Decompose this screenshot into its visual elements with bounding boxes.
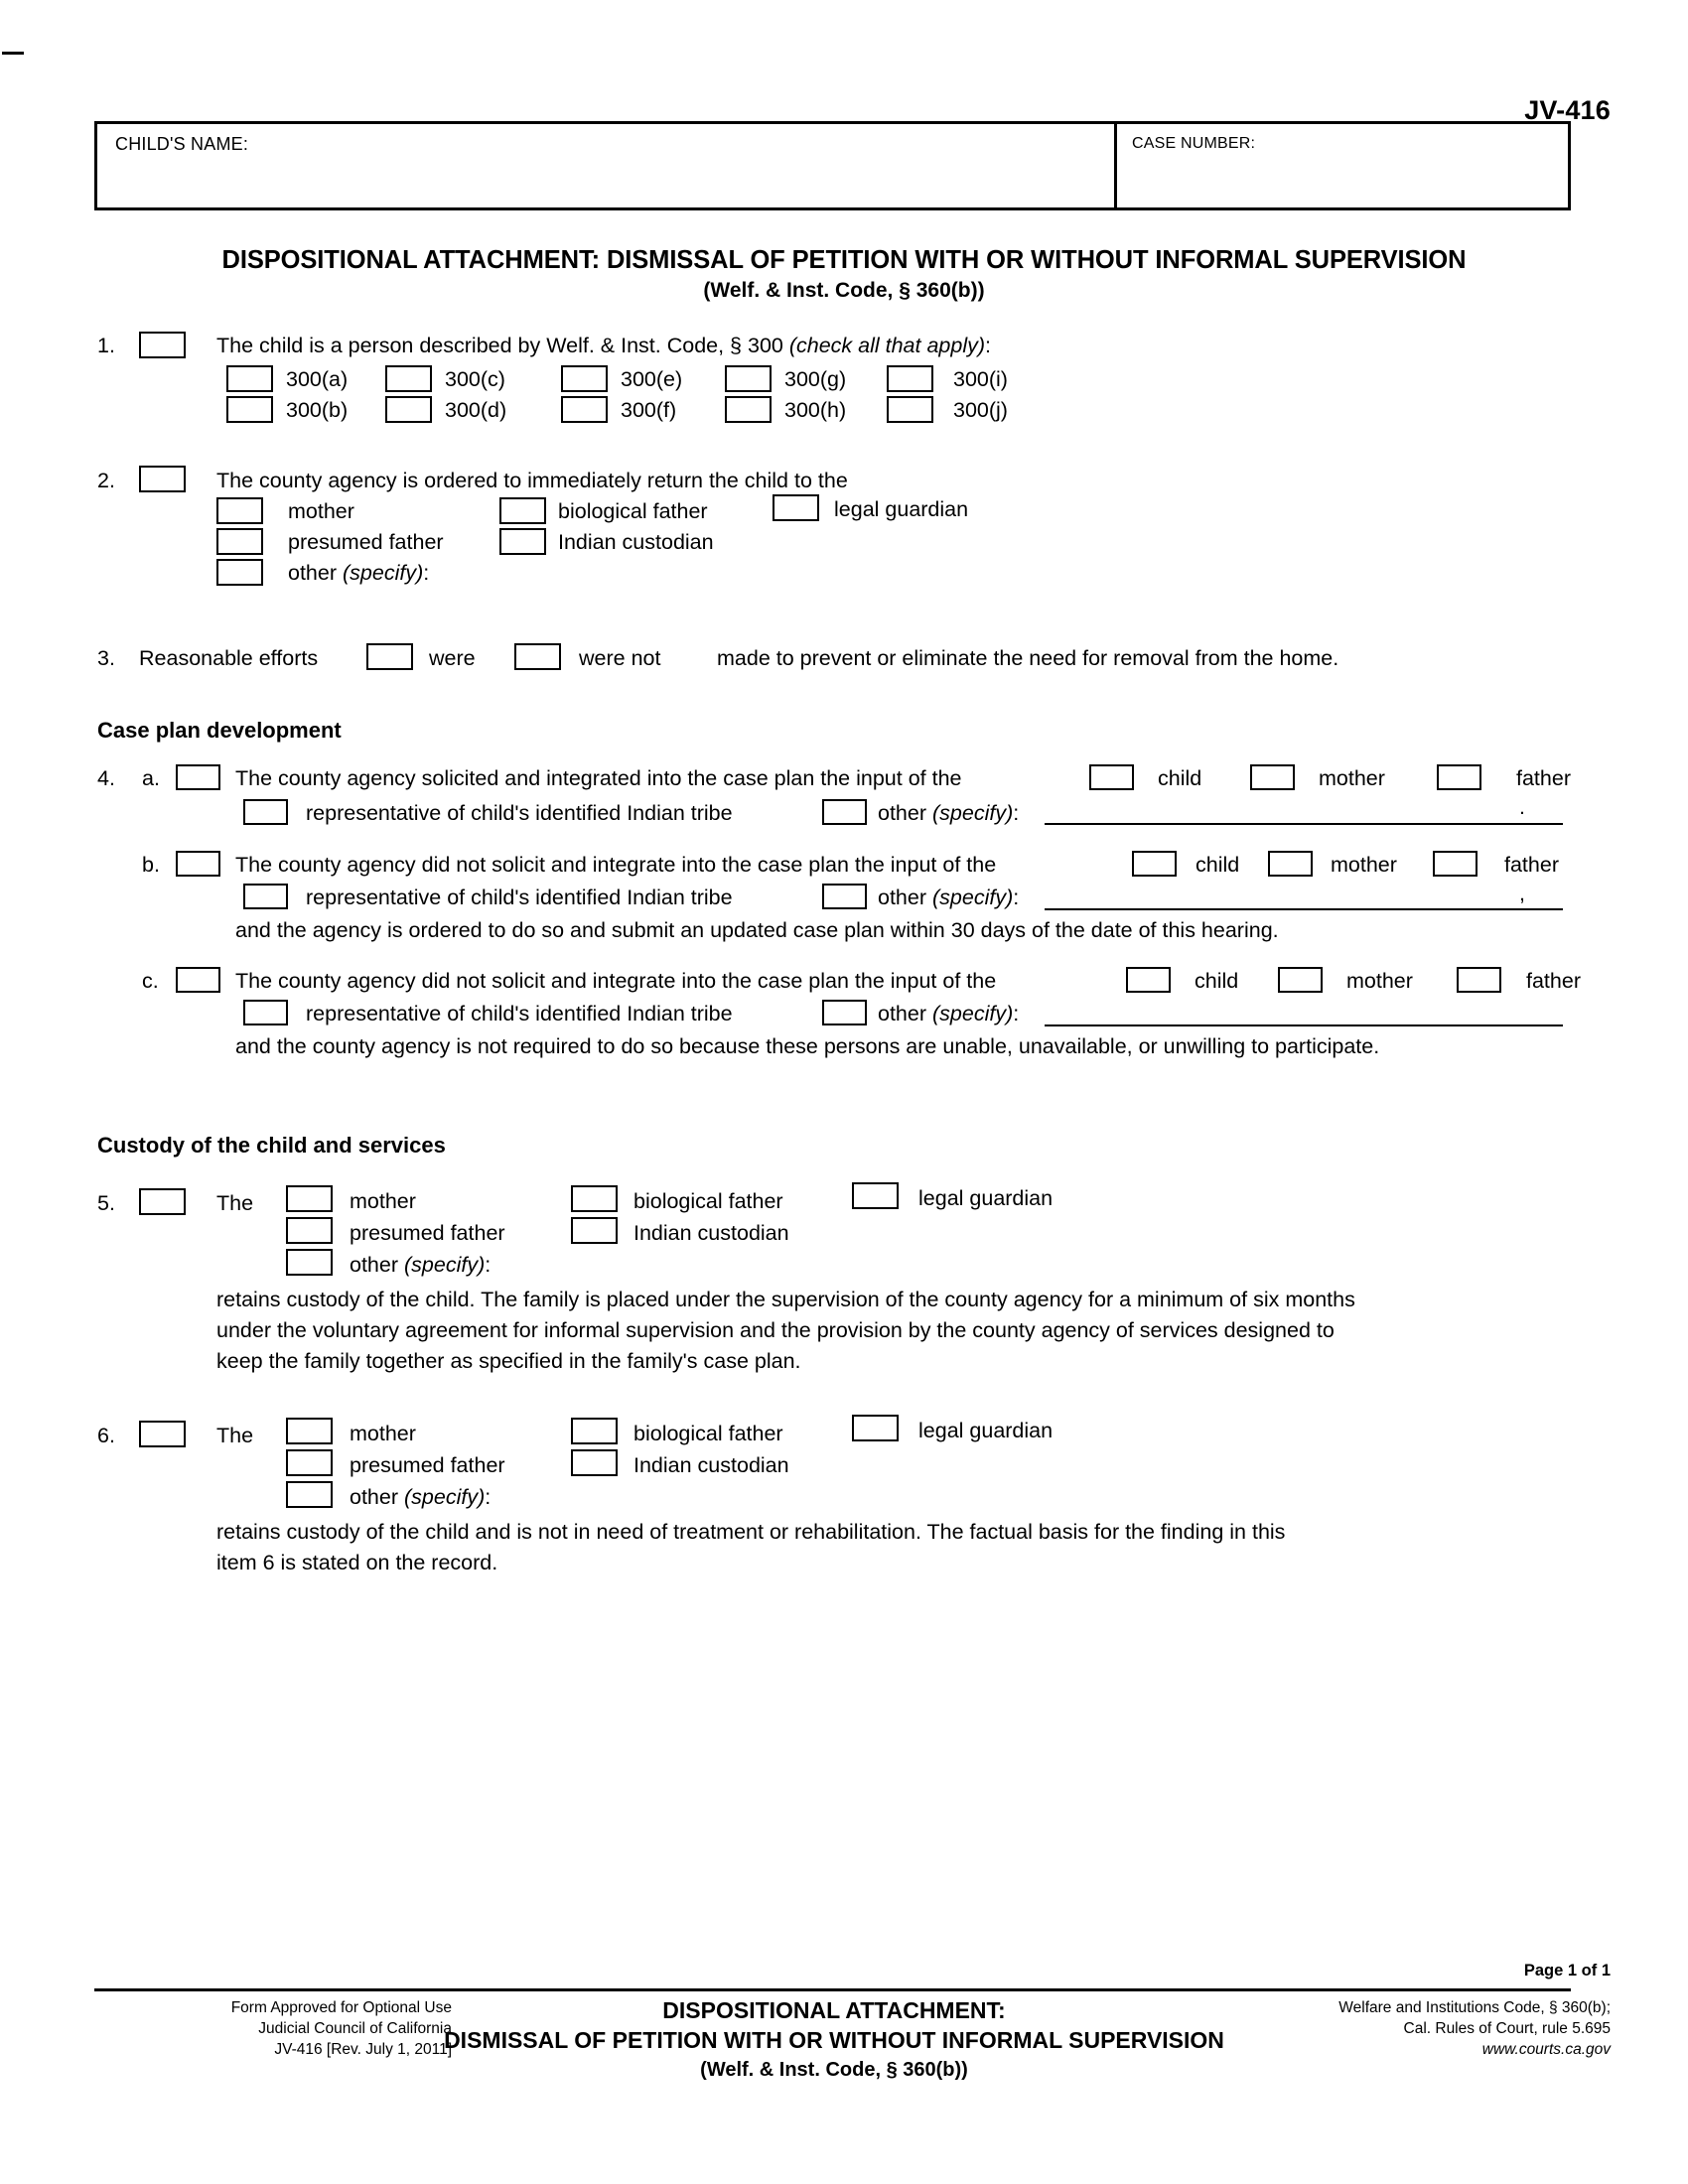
item-5-checkbox-mother[interactable]	[286, 1185, 333, 1212]
checkbox-300d[interactable]	[385, 396, 432, 423]
item-3-label-were: were	[429, 646, 476, 670]
label-300h: 300(h)	[784, 398, 847, 422]
item-4b-specify-line[interactable]	[1045, 908, 1563, 910]
item-5-checkbox[interactable]	[139, 1188, 186, 1215]
item-2-label-legal-guardian: legal guardian	[834, 497, 969, 521]
item-4b-line-end-mark: ,	[1519, 882, 1525, 905]
item-5-checkbox-biological-father[interactable]	[571, 1185, 618, 1212]
item-6-other-tail: :	[485, 1485, 492, 1509]
item-5-label-indian-custodian: Indian custodian	[633, 1221, 789, 1245]
item-2-label-other	[288, 561, 429, 586]
item-6-the: The	[216, 1424, 254, 1447]
item-4b-checkbox[interactable]	[176, 851, 220, 877]
childs-name-label: CHILD'S NAME:	[115, 134, 249, 154]
item-4c-label-other	[878, 1002, 1019, 1026]
item-4a-other-italic: (specify)	[932, 801, 1014, 825]
item-2-checkbox-other[interactable]	[216, 559, 263, 586]
case-number-label: CASE NUMBER:	[1132, 135, 1256, 152]
item-4b-label-father: father	[1504, 853, 1559, 877]
item-4c-label-mother: mother	[1346, 969, 1413, 993]
item-4b-checkbox-other[interactable]	[822, 884, 867, 909]
item-5-checkbox-presumed-father[interactable]	[286, 1217, 333, 1244]
item-4a-checkbox-mother[interactable]	[1250, 764, 1295, 790]
item-2-text: The county agency is ordered to immediately return the child to the	[216, 469, 848, 492]
item-5-checkbox-legal-guardian[interactable]	[852, 1182, 899, 1209]
item-4c-checkbox[interactable]	[176, 967, 220, 993]
item-4a-label-mother: mother	[1319, 766, 1385, 790]
checkbox-300b[interactable]	[226, 396, 273, 423]
footer-approval-line-2: Judicial Council of California	[258, 2020, 452, 2037]
item-4c-label-father: father	[1526, 969, 1581, 993]
item-4b-label-child: child	[1196, 853, 1240, 877]
label-300d: 300(d)	[445, 398, 507, 422]
footer-url[interactable]: www.courts.ca.gov	[1481, 2041, 1611, 2058]
footer-title-line-2: DISMISSAL OF PETITION WITH OR WITHOUT INFORMAL SUPERVISION	[444, 2027, 1224, 2053]
form-number: JV-416	[1524, 95, 1611, 125]
label-300i: 300(i)	[953, 367, 1008, 391]
item-4c-checkbox-other[interactable]	[822, 1000, 867, 1025]
item-6-checkbox[interactable]	[139, 1421, 186, 1447]
item-5-label-mother: mother	[350, 1189, 416, 1213]
item-4a-checkbox-father[interactable]	[1437, 764, 1481, 790]
footer-right-block	[1194, 1997, 1611, 2060]
item-5-checkbox-other[interactable]	[286, 1249, 333, 1276]
item-3-tail: made to prevent or eliminate the need for removal from the home.	[717, 646, 1339, 670]
item-2-checkbox-biological-father[interactable]	[499, 497, 546, 524]
item-5-number: 5.	[97, 1191, 115, 1215]
item-2-other-italic: (specify)	[343, 561, 424, 585]
item-1-text	[216, 334, 991, 358]
item-1-text-italic: (check all that apply)	[788, 334, 986, 357]
item-4a-checkbox-other[interactable]	[822, 799, 867, 825]
caption-box	[94, 121, 1571, 210]
item-1-text-main: The child is a person described by Welf. & Inst. Code, § 300	[216, 334, 783, 357]
item-1-number: 1.	[97, 334, 115, 357]
item-4a-line-end-mark: .	[1519, 795, 1525, 819]
item-6-label-mother: mother	[350, 1422, 416, 1445]
item-2-checkbox[interactable]	[139, 466, 186, 492]
item-6-paragraph-line-1: retains custody of the child and is not in need of treatment or rehabilitation. The factual basis for the finding in this	[216, 1520, 1286, 1544]
item-4b-checkbox-father[interactable]	[1433, 851, 1477, 877]
item-5-label-legal-guardian: legal guardian	[918, 1186, 1054, 1210]
checkbox-300j[interactable]	[887, 396, 933, 423]
checkbox-300c[interactable]	[385, 365, 432, 392]
page-subtitle: (Welf. & Inst. Code, § 360(b))	[703, 279, 985, 302]
footer-title-line-1: DISPOSITIONAL ATTACHMENT:	[662, 1997, 1006, 2023]
footer-divider	[94, 1988, 1571, 1991]
item-6-label-presumed-father: presumed father	[350, 1453, 505, 1477]
item-3-number: 3.	[97, 646, 115, 670]
item-5-paragraph-line-1: retains custody of the child. The family is placed under the supervision of the county agency for a minimum of six months	[216, 1288, 1355, 1311]
item-2-label-mother: mother	[288, 499, 354, 523]
checkbox-300e[interactable]	[561, 365, 608, 392]
item-4c-text: The county agency did not solicit and integrate into the case plan the input of the	[235, 969, 997, 993]
item-4b-label-other	[878, 886, 1019, 910]
item-4b-checkbox-mother[interactable]	[1268, 851, 1313, 877]
item-4b-checkbox-tribe[interactable]	[243, 884, 288, 909]
item-4a-specify-line[interactable]	[1045, 823, 1563, 825]
item-4b-trailing-text: and the agency is ordered to do so and submit an updated case plan within 30 days of the date of this hearing.	[235, 918, 1279, 942]
item-2-checkbox-presumed-father[interactable]	[216, 528, 263, 555]
checkbox-300f[interactable]	[561, 396, 608, 423]
label-300a: 300(a)	[286, 367, 349, 391]
item-4a-other-word: other	[878, 801, 927, 825]
item-4b-other-italic: (specify)	[932, 886, 1014, 909]
item-5-paragraph-line-2: under the voluntary agreement for informal supervision and the provision by the county agency of services designed to	[216, 1318, 1335, 1342]
checkbox-300i[interactable]	[887, 365, 933, 392]
item-4a-label-tribe: representative of child's identified Indian tribe	[306, 801, 733, 825]
footer-revision-line: JV-416 [Rev. July 1, 2011]	[274, 2041, 452, 2058]
item-4b-checkbox-child[interactable]	[1132, 851, 1177, 877]
item-2-label-presumed-father: presumed father	[288, 530, 444, 554]
item-4c-label-tribe: representative of child's identified Indian tribe	[306, 1002, 733, 1025]
item-2-label-indian-custodian: Indian custodian	[558, 530, 714, 554]
item-6-label-biological-father: biological father	[633, 1422, 783, 1445]
item-2-label-biological-father: biological father	[558, 499, 708, 523]
item-2-checkbox-indian-custodian[interactable]	[499, 528, 546, 555]
item-3-label-were-not: were not	[579, 646, 661, 670]
item-4b-label-mother: mother	[1331, 853, 1397, 877]
checkbox-300a[interactable]	[226, 365, 273, 392]
item-5-paragraph-line-3: keep the family together as specified in the family's case plan.	[216, 1349, 801, 1373]
item-6-label-legal-guardian: legal guardian	[918, 1419, 1054, 1442]
item-4c-label-child: child	[1195, 969, 1239, 993]
item-4b-letter: b.	[142, 853, 160, 877]
item-6-label-indian-custodian: Indian custodian	[633, 1453, 789, 1477]
footer-approval-line-1: Form Approved for Optional Use	[230, 1999, 452, 2016]
checkbox-300h[interactable]	[725, 396, 772, 423]
item-4-number: 4.	[97, 766, 115, 790]
item-4c-checkbox-tribe[interactable]	[243, 1000, 288, 1025]
item-3-lead: Reasonable efforts	[139, 646, 319, 670]
footer-center-block	[427, 1995, 1241, 2085]
item-4b-text: The county agency did not solicit and integrate into the case plan the input of the	[235, 853, 997, 877]
item-4a-checkbox-tribe[interactable]	[243, 799, 288, 825]
item-4a-text: The county agency solicited and integrated into the case plan the input of the	[235, 766, 962, 790]
item-2-other-tail: :	[423, 561, 430, 585]
item-4b-other-word: other	[878, 886, 927, 909]
caption-edge-mark	[2, 52, 24, 55]
label-300g: 300(g)	[784, 367, 847, 391]
item-1-text-tail: :	[985, 334, 992, 357]
item-4a-label-father: father	[1516, 766, 1571, 790]
item-4c-checkbox-mother[interactable]	[1278, 967, 1323, 993]
item-5-other-word: other	[350, 1253, 399, 1277]
item-4c-trailing-text: and the county agency is not required to do so because these persons are unable, unavailable, or unwilling to participate.	[235, 1034, 1380, 1058]
item-3-checkbox-were[interactable]	[366, 643, 413, 670]
item-5-label-presumed-father: presumed father	[350, 1221, 505, 1245]
label-300f: 300(f)	[621, 398, 677, 422]
item-4a-label-other	[878, 801, 1019, 826]
item-4c-specify-line[interactable]	[1045, 1024, 1563, 1026]
item-1-checkbox[interactable]	[139, 332, 186, 358]
section-heading-case-plan: Case plan development	[97, 718, 342, 743]
item-6-checkbox-biological-father[interactable]	[571, 1418, 618, 1444]
item-4b-label-tribe: representative of child's identified Indian tribe	[306, 886, 733, 909]
checkbox-300g[interactable]	[725, 365, 772, 392]
item-2-other-word: other	[288, 561, 338, 585]
label-300c: 300(c)	[445, 367, 505, 391]
label-300b: 300(b)	[286, 398, 349, 422]
item-5-the: The	[216, 1191, 254, 1215]
footer-left-block	[94, 1997, 452, 2060]
section-heading-custody: Custody of the child and services	[97, 1133, 446, 1158]
item-5-label-biological-father: biological father	[633, 1189, 783, 1213]
item-5-checkbox-indian-custodian[interactable]	[571, 1217, 618, 1244]
item-6-checkbox-presumed-father[interactable]	[286, 1449, 333, 1476]
item-6-checkbox-indian-custodian[interactable]	[571, 1449, 618, 1476]
item-4c-checkbox-child[interactable]	[1126, 967, 1171, 993]
label-300e: 300(e)	[621, 367, 683, 391]
item-4a-label-child: child	[1158, 766, 1202, 790]
label-300j: 300(j)	[953, 398, 1008, 422]
item-5-other-italic: (specify)	[404, 1253, 486, 1277]
item-2-number: 2.	[97, 469, 115, 492]
caption-box-divider	[1114, 124, 1117, 207]
item-4c-letter: c.	[142, 969, 159, 993]
item-4a-letter: a.	[142, 766, 160, 790]
item-5-other-tail: :	[485, 1253, 492, 1277]
item-4b-other-tail: :	[1013, 886, 1020, 909]
item-4a-checkbox-child[interactable]	[1089, 764, 1134, 790]
item-6-other-italic: (specify)	[404, 1485, 486, 1509]
item-6-checkbox-other[interactable]	[286, 1481, 333, 1508]
item-3-checkbox-were-not[interactable]	[514, 643, 561, 670]
item-2-checkbox-mother[interactable]	[216, 497, 263, 524]
item-5-label-other	[350, 1253, 491, 1278]
footer-citation-line-1: Welfare and Institutions Code, § 360(b);	[1338, 1999, 1611, 2016]
item-4c-other-word: other	[878, 1002, 927, 1025]
page-title: DISPOSITIONAL ATTACHMENT: DISMISSAL OF PETITION WITH OR WITHOUT INFORMAL SUPERVISION	[221, 246, 1467, 274]
footer-title-line-3: (Welf. & Inst. Code, § 360(b))	[700, 2059, 968, 2081]
item-4a-other-tail: :	[1013, 801, 1020, 825]
item-4c-checkbox-father[interactable]	[1457, 967, 1501, 993]
item-6-checkbox-legal-guardian[interactable]	[852, 1415, 899, 1441]
item-4a-checkbox[interactable]	[176, 764, 220, 790]
item-6-number: 6.	[97, 1424, 115, 1447]
item-6-checkbox-mother[interactable]	[286, 1418, 333, 1444]
footer-citation-line-2: Cal. Rules of Court, rule 5.695	[1403, 2020, 1611, 2037]
item-6-other-word: other	[350, 1485, 399, 1509]
item-6-paragraph-line-2: item 6 is stated on the record.	[216, 1551, 498, 1574]
page-indicator: Page 1 of 1	[1523, 1962, 1611, 1979]
item-4c-other-italic: (specify)	[932, 1002, 1014, 1025]
item-2-checkbox-legal-guardian[interactable]	[773, 494, 819, 521]
item-4c-other-tail: :	[1013, 1002, 1020, 1025]
item-6-label-other	[350, 1485, 491, 1510]
